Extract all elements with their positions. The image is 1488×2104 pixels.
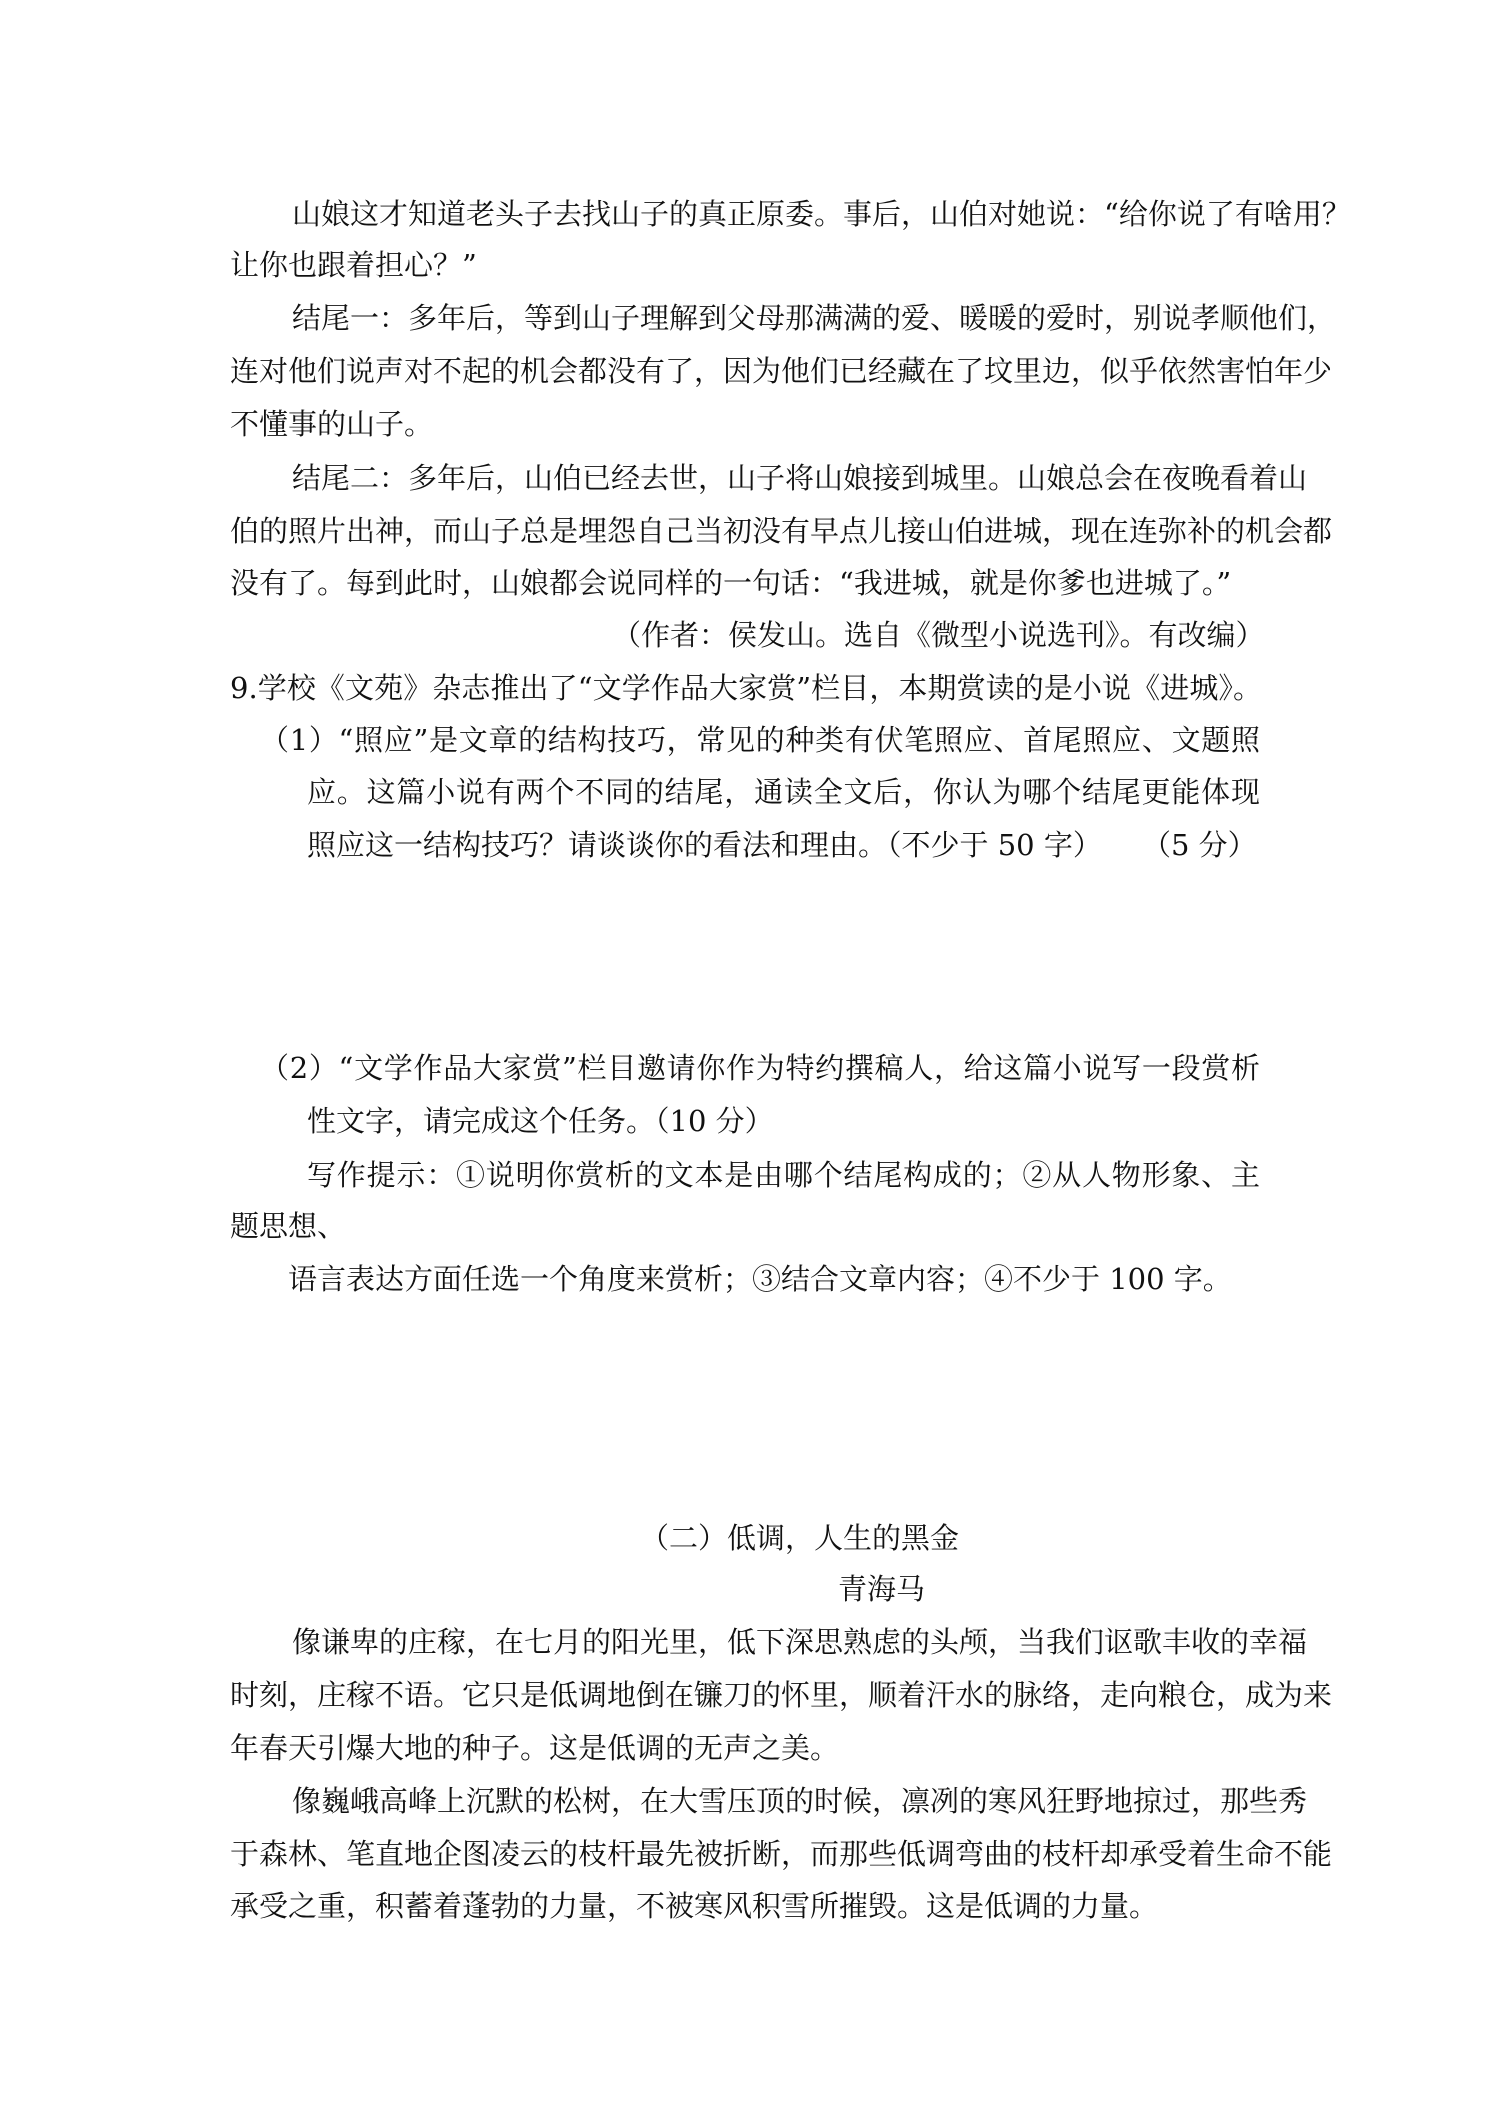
essay-para-line: 承受之重，积蓄着蓬勃的力量，不被寒风积雪所摧毁。这是低调的力量。 [230,1889,1159,1923]
story-para-line: 让你也跟着担心？” [230,248,477,282]
essay-para-line: 像巍峨高峰上沉默的松树，在大雪压顶的时候，凛冽的寒风狂野地掠过，那些秀 [292,1784,1308,1818]
question-9-1-line: （1）“照应”是文章的结构技巧，常见的种类有伏笔照应、首尾照应、文题照 [260,723,1260,757]
ending-two-line: 没有了。每到此时，山娘都会说同样的一句话：“我进城，就是你爹也进城了。” [230,566,1232,600]
ending-two-line: 伯的照片出神，而山子总是埋怨自己当初没有早点儿接山伯进城，现在连弥补的机会都 [230,514,1333,548]
question-9-2-line: 性文字，请完成这个任务。（10 分） [307,1104,774,1138]
writing-hint-line: 写作提示：①说明你赏析的文本是由哪个结尾构成的；②从人物形象、主 [307,1158,1260,1192]
ending-one-line: 不懂事的山子。 [230,407,434,441]
question-9-1-line: 应。这篇小说有两个不同的结尾，通读全文后，你认为哪个结尾更能体现 [307,775,1260,809]
writing-hint-line: 题思想、 [230,1209,347,1243]
ending-two-line: 结尾二：多年后，山伯已经去世，山子将山娘接到城里。山娘总会在夜晚看着山 [292,461,1308,495]
essay-para-line: 像谦卑的庄稼，在七月的阳光里，低下深思熟虑的头颅，当我们讴歌丰收的幸福 [292,1625,1308,1659]
essay-para-line: 于森林、笔直地企图凌云的枝杆最先被折断，而那些低调弯曲的枝杆却承受着生命不能 [230,1837,1333,1871]
essay-para-line: 时刻，庄稼不语。它只是低调地倒在镰刀的怀里，顺着汗水的脉络，走向粮仓，成为来 [230,1678,1333,1712]
writing-hint-line: 语言表达方面任选一个角度来赏析；③结合文章内容；④不少于 100 字。 [288,1262,1232,1296]
ending-one-line: 连对他们说声对不起的机会都没有了，因为他们已经藏在了坟里边，似乎依然害怕年少 [230,354,1333,388]
question-9-2-line: （2）“文学作品大家赏”栏目邀请你作为特约撰稿人，给这篇小说写一段赏析 [260,1051,1260,1085]
ending-one-line: 结尾一：多年后，等到山子理解到父母那满满的爱、暖暖的爱时，别说孝顺他们， [292,301,1337,335]
essay-author: 青海马 [838,1572,926,1606]
essay-title: （二）低调，人生的黑金 [640,1521,960,1555]
source-note: （作者：侯发山。选自《微型小说选刊》。有改编） [612,618,1265,652]
question-9-1-line: 照应这一结构技巧？请谈谈你的看法和理由。（不少于 50 字） [307,828,1102,862]
question-9-1-score: （5 分） [1142,828,1257,862]
essay-para-line: 年春天引爆大地的种子。这是低调的无声之美。 [230,1731,840,1765]
story-para-line: 山娘这才知道老头子去找山子的真正原委。事后，山伯对她说：“给你说了有啥用？ [292,197,1351,231]
question-9-stem: 9.学校《文苑》杂志推出了“文学作品大家赏”栏目，本期赏读的是小说《进城》。 [230,671,1262,705]
